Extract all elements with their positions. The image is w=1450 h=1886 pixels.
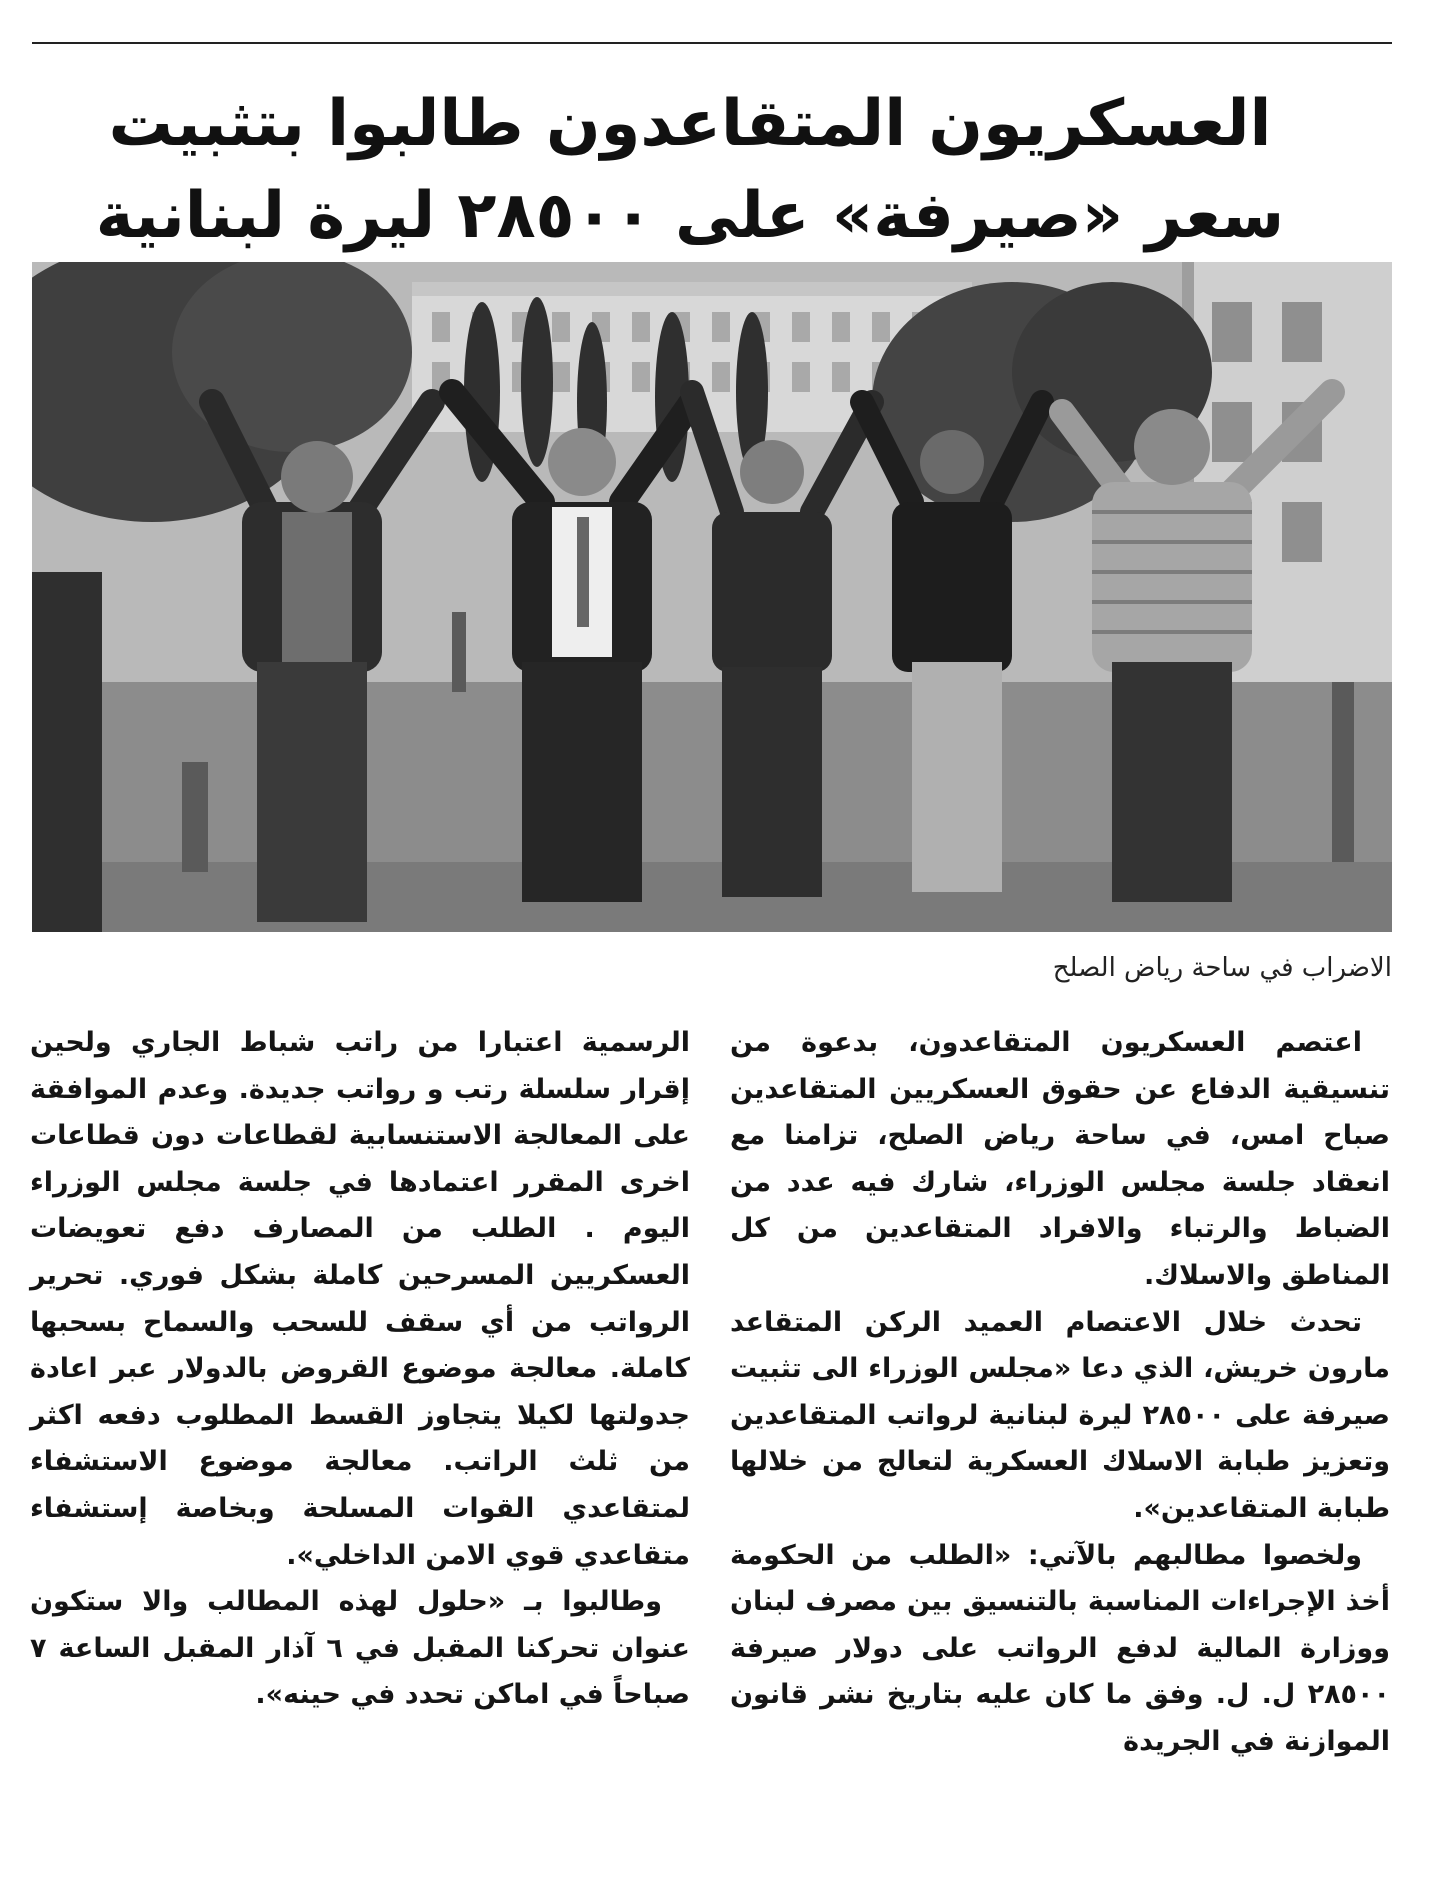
paragraph: تحدث خلال الاعتصام العميد الركن المتقاعد مارون خريش، الذي دعا «مجلس الوزراء الى تثبيت صيرفة على ٢٨٥٠٠ ليرة لبنانية لرواتب المتقاعدين وتعزيز طبابة الاسلاك العسكرية لتعالج من خلالها طبابة المتقاعدين». (730, 1306, 1390, 1524)
headline-line-1: العسكريون المتقاعدون طالبوا بتثبيت (108, 87, 1272, 161)
article-headline (40, 78, 1340, 262)
article-column-right (730, 1020, 1390, 1766)
top-rule (32, 42, 1392, 44)
protest-photo (32, 262, 1392, 932)
paragraph: الرسمية اعتبارا من راتب شباط الجاري ولحين إقرار سلسلة رتب و رواتب جديدة. وعدم الموافقة على المعالجة الاستنسابية لقطاعات دون قطاعات اخرى المقرر اعتمادها في جلسة مجلس الوزراء اليوم . الطلب من المصارف دفع تعويضات العسكريين المسرحين كاملة بشكل فوري. تحرير الرواتب من أي سقف للسحب والسماح بسحبها كاملة. معالجة موضوع القروض بالدولار عبر اعادة جدولتها لكيلا يتجاوز القسط المطلوب دفعه اكثر من ثلث الراتب. معالجة موضوع الاستشفاء لمتقاعدي القوات المسلحة وبخاصة إستشفاء متقاعدي قوي الامن الداخلي». (30, 1027, 690, 1571)
paragraph: اعتصم العسكريون المتقاعدون، بدعوة من تنسيقية الدفاع عن حقوق العسكريين المتقاعدين صباح امس، في ساحة رياض الصلح، تزامنا مع انعقاد جلسة مجلس الوزراء، شارك فيه عدد من الضباط والرتباء والافراد المتقاعدين من كل المناطق والاسلاك. (730, 1027, 1390, 1291)
paragraph: وطالبوا بـ «حلول لهذه المطالب والا ستكون عنوان تحركنا المقبل في ٦ آذار المقبل الساعة ٧ صباحاً في اماكن تحدد في حينه». (30, 1586, 690, 1711)
article-column-left (30, 1020, 690, 1719)
paragraph: ولخصوا مطالبهم بالآتي: «الطلب من الحكومة أخذ الإجراءات المناسبة بالتنسيق بين مصرف لبنان ووزارة المالية لدفع الرواتب على دولار صيرفة ٢٨٥٠٠ ل. ل. وفق ما كان عليه بتاريخ نشر قانون الموازنة في الجريدة (730, 1539, 1390, 1757)
photo-caption: الاضراب في ساحة رياض الصلح (1052, 953, 1392, 983)
headline-line-2: سعر «صيرفة» على ٢٨٥٠٠ ليرة لبنانية (95, 179, 1285, 253)
